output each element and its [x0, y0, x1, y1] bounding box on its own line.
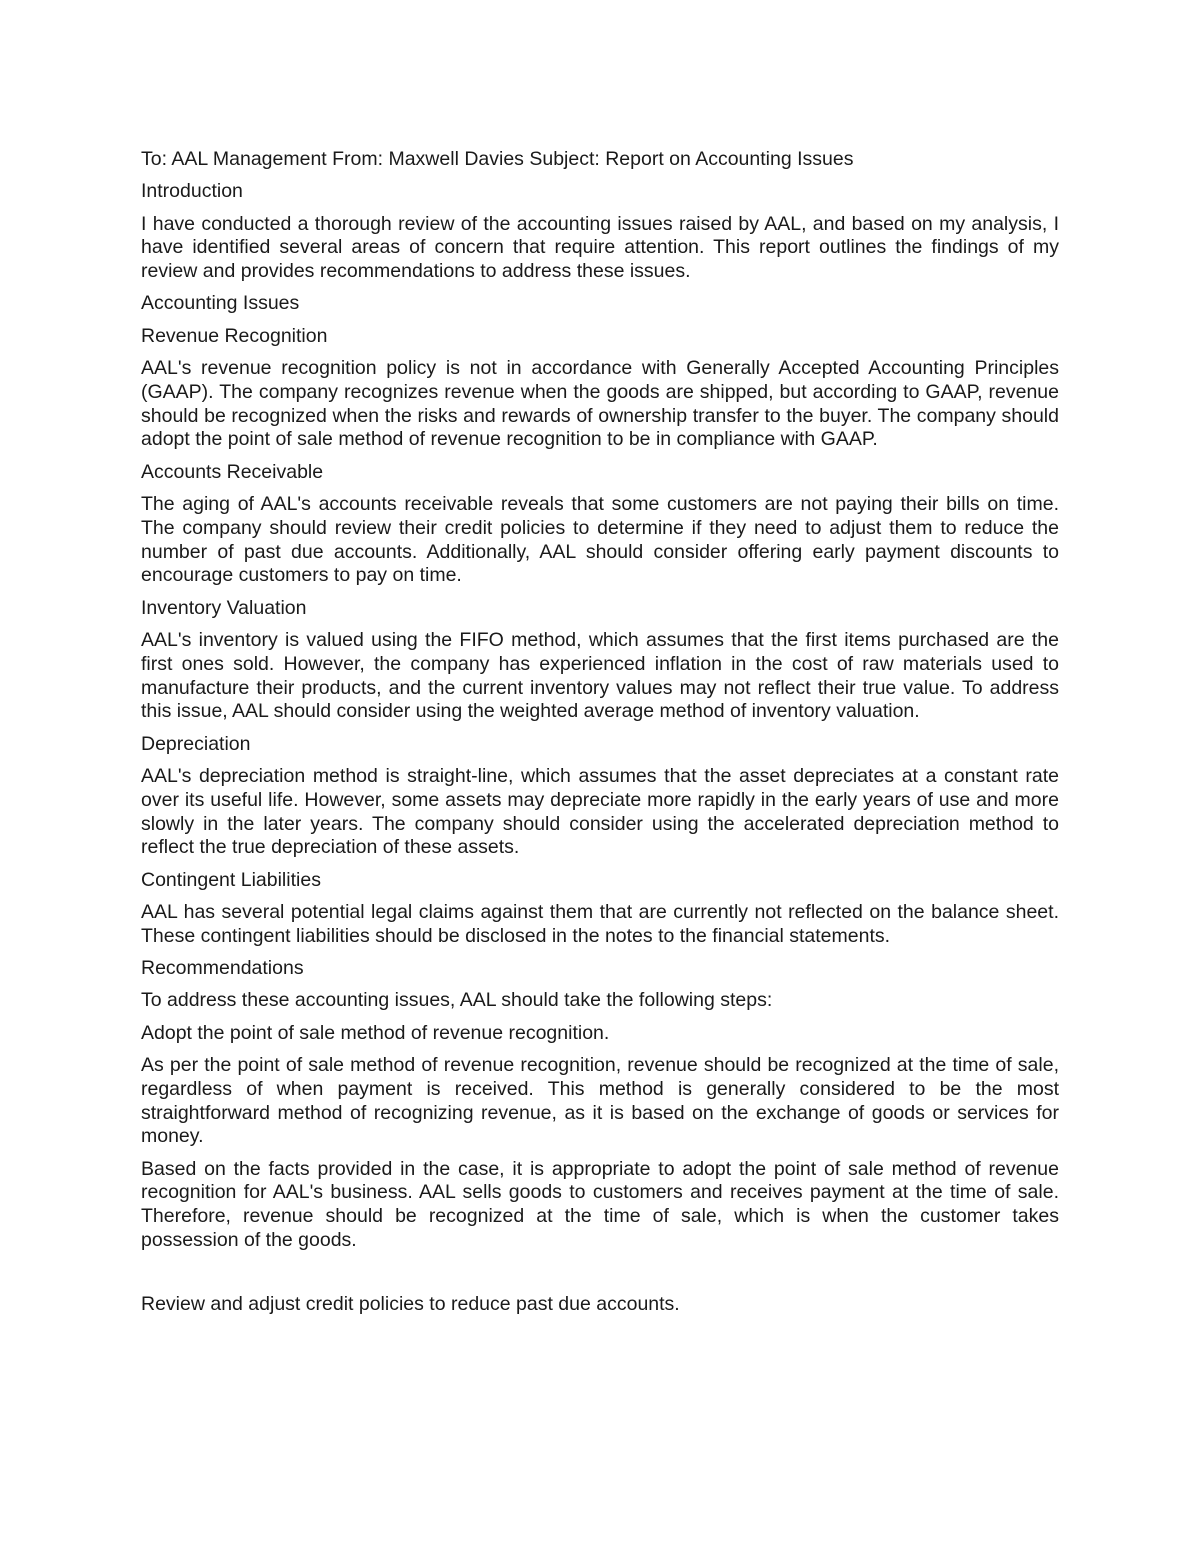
- contingent-liabilities-heading: Contingent Liabilities: [141, 868, 321, 891]
- recommendations-intro: To address these accounting issues, AAL should take the following steps:: [141, 989, 773, 1012]
- blank-line-spacer: [141, 1261, 1059, 1293]
- inventory-valuation-paragraph: AAL's inventory is valued using the FIFO method, which assumes that the first items purchased are the first ones sold. However, the company has experienced inflation in the cost of raw materials used to manufacture their products, and the current inventory values may not reflect their true value. To address this issue, AAL should consider using the weighted average method of inventory valuation.: [141, 629, 1059, 723]
- recommendations-heading: Recommendations: [141, 957, 304, 980]
- introduction-heading: Introduction: [141, 180, 243, 203]
- accounts-receivable-heading: Accounts Receivable: [141, 460, 324, 483]
- recommendation-step-1-paragraph-2: Based on the facts provided in the case, it is appropriate to adopt the point of sale method of revenue recognition for AAL's business. AAL sells goods to customers and receives payment at the time of sale. Therefore, revenue should be recognized at the time of sale, which is when the customer takes possession of the goods.: [141, 1157, 1059, 1252]
- contingent-liabilities-paragraph: AAL has several potential legal claims against them that are currently not reflected on the balance sheet. These contingent liabilities should be disclosed in the notes to the financial statements.: [141, 901, 1059, 947]
- inventory-valuation-heading: Inventory Valuation: [141, 596, 307, 619]
- revenue-recognition-paragraph: AAL's revenue recognition policy is not in accordance with Generally Accepted Accounting Principles (GAAP). The company recognizes revenue when the goods are shipped, but according to GAAP, revenue should be recognized when the risks and rewards of ownership transfer to the buyer. The company should adopt the point of sale method of revenue recognition to be in compliance with GAAP.: [141, 357, 1059, 451]
- recommendation-step-1-paragraph-1: As per the point of sale method of revenue recognition, revenue should be recognized at the time of sale, regardless of when payment is received. This method is generally considered to be the most straightforward method of recognizing revenue, as it is based on the exchange of goods or services for money.: [141, 1054, 1059, 1148]
- introduction-paragraph: I have conducted a thorough review of the accounting issues raised by AAL, and based on my analysis, I have identified several areas of concern that require attention. This report outlines the findings of my review and provides recommendations to address these issues.: [141, 212, 1059, 283]
- accounts-receivable-paragraph: The aging of AAL's accounts receivable reveals that some customers are not paying their bills on time. The company should review their credit policies to determine if they need to adjust them to reduce the number of past due accounts. Additionally, AAL should consider offering early payment discounts to encourage customers to pay on time.: [141, 493, 1059, 587]
- document-body: [141, 148, 1059, 1326]
- depreciation-paragraph: AAL's depreciation method is straight-line, which assumes that the asset depreciates at a constant rate over its useful life. However, some assets may depreciate more rapidly in the early years of use and more slowly in the later years. The company should consider using the accelerated depreciation method to reflect the true depreciation of these assets.: [141, 765, 1059, 859]
- recommendation-step-2: Review and adjust credit policies to reduce past due accounts.: [141, 1293, 680, 1316]
- depreciation-heading: Depreciation: [141, 732, 251, 755]
- recommendation-step-1: Adopt the point of sale method of revenue recognition.: [141, 1021, 610, 1044]
- memo-header: To: AAL Management From: Maxwell Davies Subject: Report on Accounting Issues: [141, 148, 854, 170]
- revenue-recognition-heading: Revenue Recognition: [141, 324, 328, 347]
- accounting-issues-heading: Accounting Issues: [141, 292, 300, 315]
